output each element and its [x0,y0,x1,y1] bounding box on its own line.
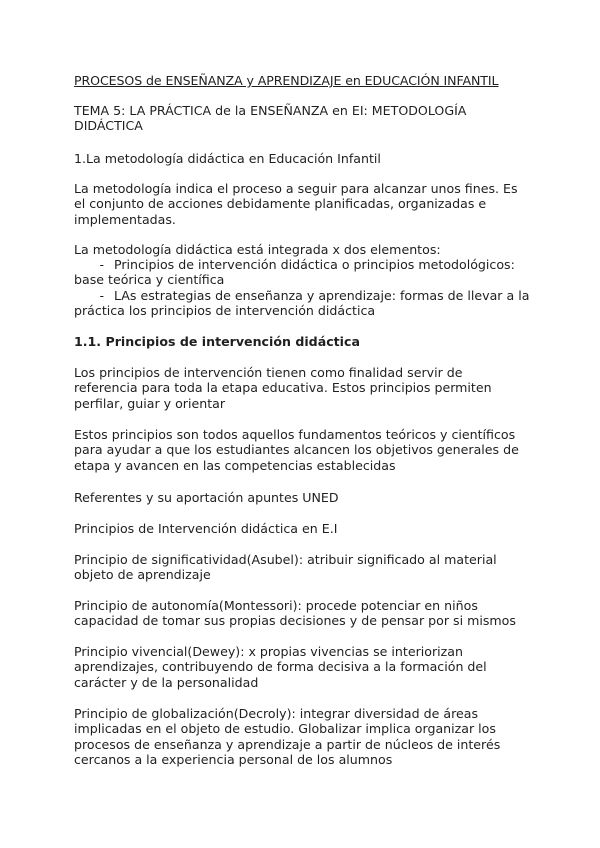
bullet-text-wrap: base teórica y científica [74,272,225,288]
bullet-text: Principios de intervención didáctica o principios metodológicos: [114,257,515,272]
text-line: Principio de autonomía(Montessori): procede potenciar en niños [74,598,478,613]
section11-paragraph-1 [74,365,544,411]
text-line: Principio vivencial(Dewey): x propias vivencias se interiorizan [74,644,463,659]
tema-heading-line2: DIDÁCTICA [74,118,143,134]
section1-paragraph-2: La metodología didáctica está integrada x dos elementos: [74,242,441,257]
text-line: aprendizajes, contribuyendo de forma decisiva a la formación del [74,659,487,675]
document-title: PROCESOS de ENSEÑANZA y APRENDIZAJE en EDUCACIÓN INFANTIL [74,73,499,88]
text-line: para ayudar a que los estudiantes alcancen los objetivos generales de [74,442,519,458]
text-line: procesos de enseñanza y aprendizaje a partir de núcleos de interés [74,736,501,752]
section1-heading: 1.La metodología didáctica en Educación Infantil [74,151,381,166]
text-line: Principio de significatividad(Asubel): atribuir significado al material [74,552,497,567]
bullet-dash: - [99,257,104,272]
section11-paragraph-2 [74,427,544,473]
text-line: referencia para toda la etapa educativa. Estos principios permiten [74,380,492,396]
text-line: etapa y avancen en las competencias establecidas [74,457,396,473]
text-line: Los principios de intervención tienen como finalidad servir de [74,365,463,380]
text-line: cercanos a la experiencia personal de los alumnos [74,752,393,768]
section11-heading: 1.1. Principios de intervención didáctica [74,334,360,349]
bullet-item [74,288,544,319]
tema-heading-line1: TEMA 5: LA PRÁCTICA de la ENSEÑANZA en EI: METODOLOGÍA [74,103,467,118]
text-line: implementadas. [74,211,176,227]
text-line: el conjunto de acciones debidamente planificadas, organizadas e [74,196,487,212]
text-line: Estos principios son todos aquellos fundamentos teóricos y científicos [74,427,516,442]
section11-paragraph-4: Principios de Intervención didáctica en E.I [74,521,338,536]
tema-heading [74,103,544,134]
text-line: objeto de aprendizaje [74,567,211,583]
text-line: La metodología indica el proceso a seguir para alcanzar unos fines. Es [74,181,518,196]
section11-paragraph-3: Referentes y su aportación apuntes UNED [74,490,339,505]
text-line: capacidad de tomar sus propias decisiones y de pensar por si mismos [74,613,516,629]
bullet-dash: - [99,288,104,303]
section1-paragraph-1 [74,181,544,227]
principle-globalizacion [74,706,544,768]
principle-significatividad [74,552,544,583]
bullet-text: LAs estrategias de enseñanza y aprendizaje: formas de llevar a la [114,288,530,303]
text-line: perfilar, guiar y orientar [74,395,226,411]
text-line: implicadas en el objeto de estudio. Globalizar implica organizar los [74,721,496,737]
text-line: Principio de globalización(Decroly): integrar diversidad de áreas [74,706,479,721]
principle-vivencial [74,644,544,690]
principle-autonomia [74,598,544,629]
bullet-item [74,257,544,288]
bullet-text-wrap: práctica los principios de intervención didáctica [74,303,376,319]
text-line: carácter y de la personalidad [74,674,259,690]
